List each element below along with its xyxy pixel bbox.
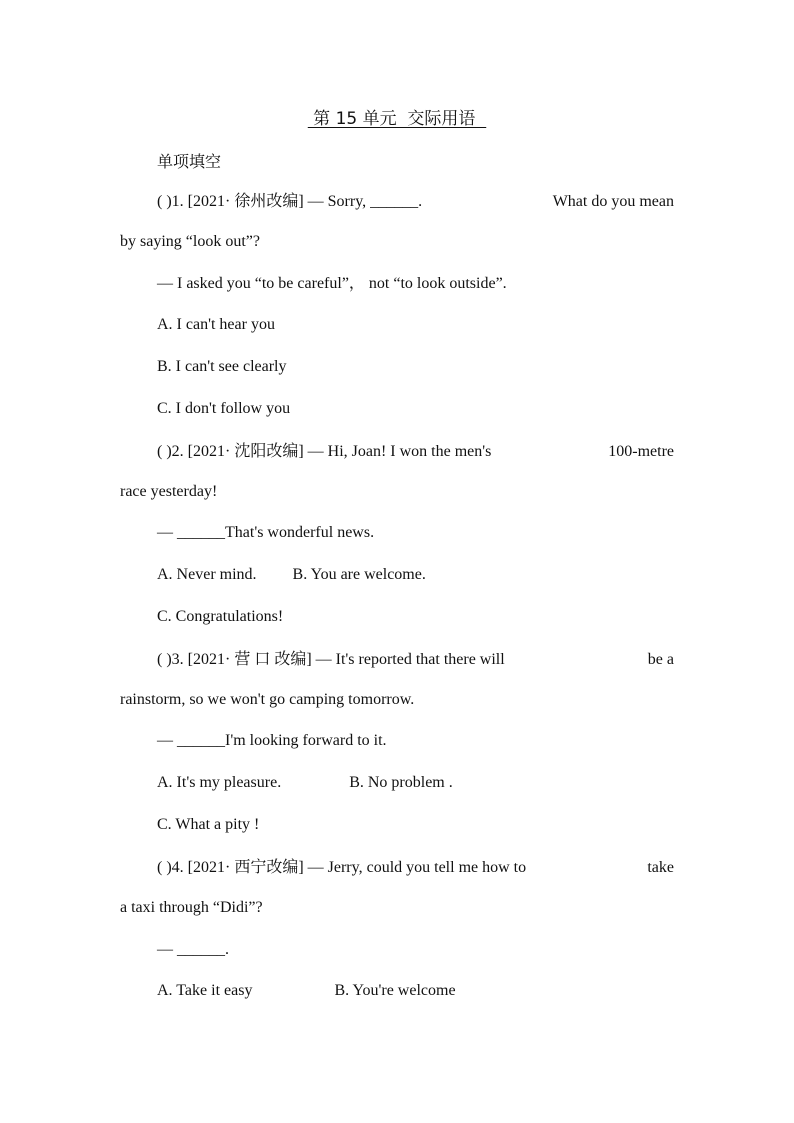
question-2-reply: — ______That's wonderful news. [157,524,375,541]
question-1-stem [157,192,674,212]
question-2-options-row [157,565,674,585]
question-3-options-row [157,773,674,793]
question-3-stem-cont: rainstorm, so we won't go camping tomorrow. [120,691,415,708]
question-3-reply: — ______I'm looking forward to it. [157,732,387,749]
question-3-stem-right: be a [647,651,674,668]
question-1-stem-cont: by saying “look out”? [120,233,260,250]
question-2-option-a: A. Never mind. [157,566,257,583]
question-4-reply: — ______. [157,941,229,958]
question-4-options-row [157,981,674,1001]
question-4-stem-right: take [647,859,674,876]
question-4-stem-cont: a taxi through “Didi”? [120,899,263,916]
question-4-option-a: A. Take it easy [157,982,253,999]
question-2-stem-right: 100-metre [608,443,674,460]
question-1-reply: — I asked you “to be careful”， not “to look outside”. [157,275,507,292]
question-3-option-b: B. No problem . [349,774,453,791]
question-3-option-c: C. What a pity ! [157,816,260,833]
question-1-stem-left: ( )1. [2021· 徐州改编] — Sorry, ______. [157,193,423,210]
question-2-stem-left: ( )2. [2021· 沈阳改编] — Hi, Joan! I won the men's [157,443,492,460]
page-title: 第 15 单元 交际用语 [307,109,487,129]
question-1-option-a: A. I can't hear you [157,316,275,333]
question-3-stem-left: ( )3. [2021· 营 口 改编] — It's reported that there will [157,651,505,668]
question-3-option-a: A. It's my pleasure. [157,774,282,791]
question-2-stem-cont: race yesterday! [120,483,218,500]
question-2-stem [157,442,674,462]
question-3-stem [157,650,674,670]
question-4-option-b: B. You're welcome [334,982,456,999]
question-1-stem-right: What do you mean [552,193,674,210]
section-heading: 单项填空 [157,152,222,171]
question-1-option-c: C. I don't follow you [157,400,291,417]
question-2-option-c: C. Congratulations! [157,608,284,625]
question-4-stem-left: ( )4. [2021· 西宁改编] — Jerry, could you tell me how to [157,859,527,876]
question-2-option-b: B. You are welcome. [292,566,426,583]
question-1-option-b: B. I can't see clearly [157,358,287,375]
question-4-stem [157,858,674,878]
